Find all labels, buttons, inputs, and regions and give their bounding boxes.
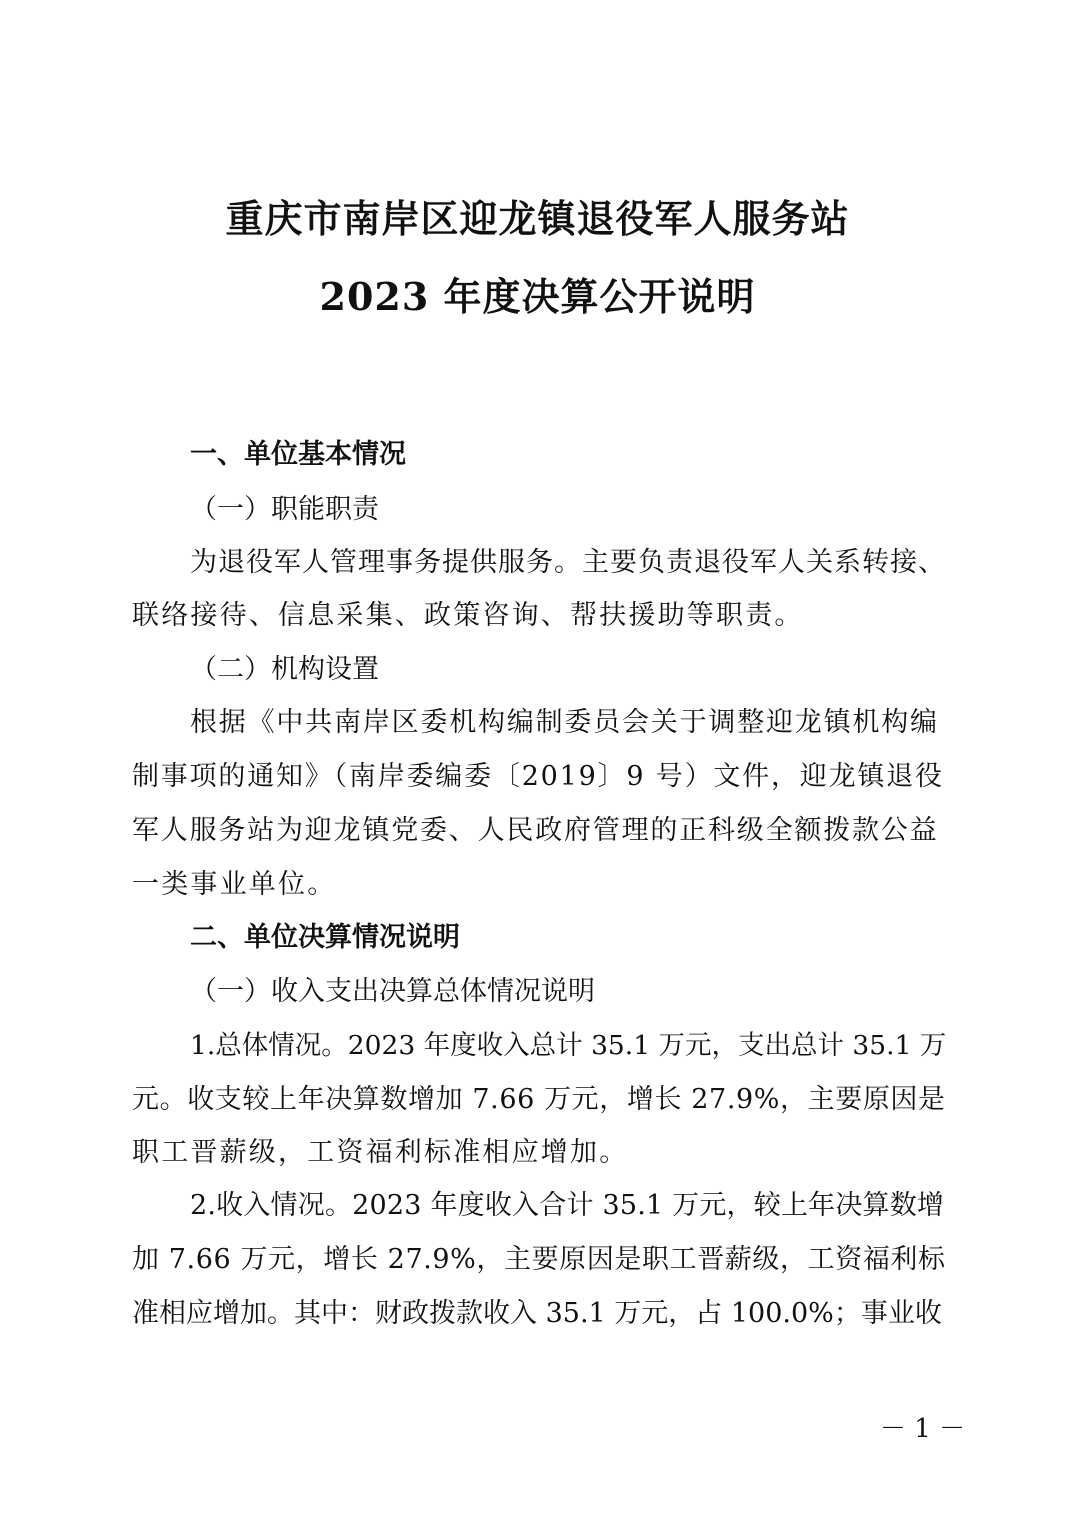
subheading-organization: （二）机构设置	[190, 654, 379, 685]
paragraph-line: 2.收入情况。2023 年度收入合计 35.1 万元，较上年决算数增	[190, 1190, 945, 1221]
paragraph-line: 军人服务站为迎龙镇党委、人民政府管理的正科级全额拨款公益	[132, 815, 939, 846]
paragraph-line: 为退役军人管理事务提供服务。主要负责退役军人关系转接、	[190, 547, 946, 578]
paragraph-line: 元。收支较上年决算数增加 7.66 万元，增长 27.9%，主要原因是	[132, 1084, 946, 1115]
paragraph-line: 1.总体情况。2023 年度收入总计 35.1 万元，支出总计 35.1 万	[190, 1030, 947, 1061]
page-number: － 1 －	[880, 1414, 966, 1444]
paragraph-line: 一类事业单位。	[132, 869, 337, 900]
paragraph-line: 职工晋薪级，工资福利标准相应增加。	[132, 1137, 629, 1168]
paragraph-line: 加 7.66 万元，增长 27.9%，主要原因是职工晋薪级，工资福利标	[132, 1244, 946, 1275]
paragraph-line: 根据《中共南岸区委机构编制委员会关于调整迎龙镇机构编	[190, 707, 939, 738]
section-heading-unit-basic-info: 一、单位基本情况	[190, 439, 406, 470]
document-title-line-2: 2023 年度决算公开说明	[319, 274, 756, 319]
section-heading-final-accounts: 二、单位决算情况说明	[190, 922, 460, 953]
document-title-line-1: 重庆市南岸区迎龙镇退役军人服务站	[225, 196, 850, 241]
paragraph-line: 制事项的通知》（南岸委编委〔2019〕9 号）文件，迎龙镇退役	[132, 761, 944, 792]
subheading-income-expense-overview: （一）收入支出决算总体情况说明	[190, 976, 595, 1007]
subheading-functions-duties: （一）职能职责	[190, 494, 379, 525]
paragraph-line: 准相应增加。其中：财政拨款收入 35.1 万元，占 100.0%；事业收	[132, 1298, 942, 1329]
paragraph-line: 联络接待、信息采集、政策咨询、帮扶援助等职责。	[132, 600, 804, 631]
